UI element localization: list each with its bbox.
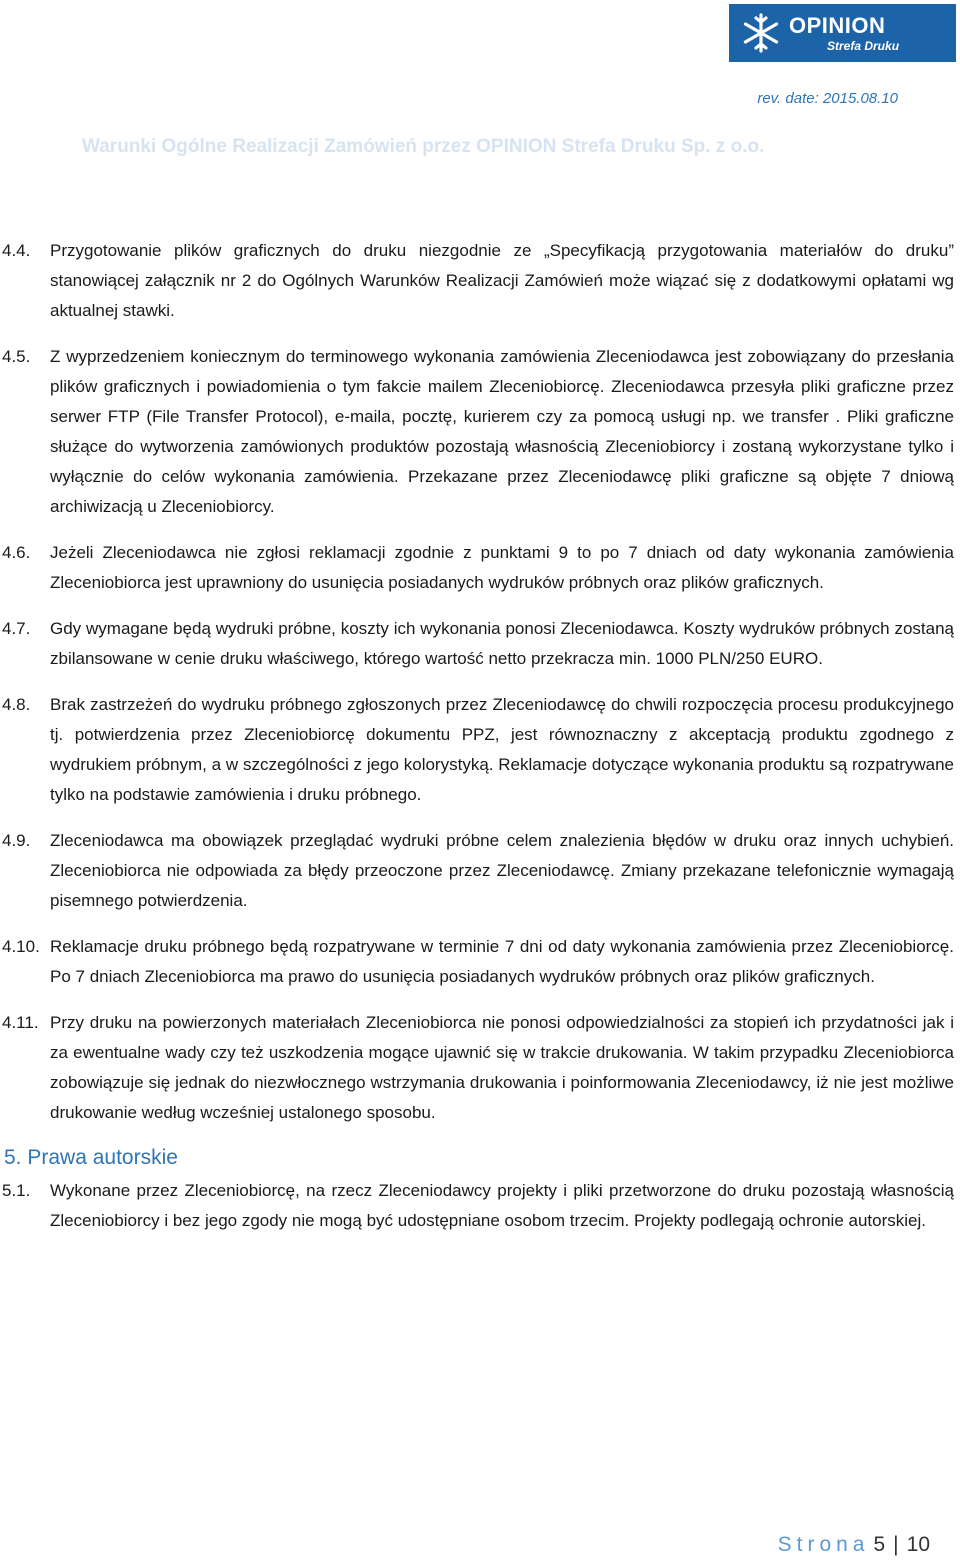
clause-text: Jeżeli Zleceniodawca nie zgłosi reklamacji zgodnie z punktami 9 to po 7 dniach od daty wykonania zamówienia Zleceniobiorca jest uprawniony do usunięcia posiadanych wydruków próbnych oraz plików graficznych. xyxy=(50,543,954,592)
document-title: Warunki Ogólne Realizacji Zamówień przez OPINION Strefa Druku Sp. z o.o. xyxy=(82,136,765,157)
clause-number: 4.8. xyxy=(2,695,31,714)
clause-text: Przy druku na powierzonych materiałach Zleceniobiorca nie ponosi odpowiedzialności za stopień ich przydatności jak i za ewentualne wady czy też uszkodzenia mogące ujawnić się w trakcie drukowania. W takim przypadku Zleceniobiorca zobowiązuje się jednak do niezwłocznego wstrzymania drukowania i poinformowania Zleceniodawcy, iż nie jest możliwe drukowanie według wcześniej ustalonego sposobu. xyxy=(50,1013,954,1122)
page-separator: | xyxy=(893,1533,899,1556)
logo-subtitle: Strefa Druku xyxy=(827,38,900,53)
document-body xyxy=(0,236,960,1252)
snowflake-logo-icon xyxy=(739,11,783,55)
clause-number: 4.5. xyxy=(2,347,31,366)
clause-number: 4.10. xyxy=(2,937,40,956)
clause-number: 5.1. xyxy=(2,1181,31,1200)
clause-text: Wykonane przez Zleceniobiorcę, na rzecz Zleceniodawcy projekty i pliki przetworzone do druku pozostają własnością Zleceniobiorcy i bez jego zgody nie mogą być udostępniane osobom trzecim. Projekty podlegają ochronie autorskiej. xyxy=(50,1181,954,1230)
clause-5-1 xyxy=(0,1176,960,1236)
clause-text: Przygotowanie plików graficznych do druku niezgodnie ze „Specyfikacją przygotowania materiałów do druku” stanowiącej załącznik nr 2 do Ogólnych Warunków Realizacji Zamówień może wiązać się z dodatkowymi opłatami wg aktualnej stawki. xyxy=(50,241,954,320)
clause-text: Gdy wymagane będą wydruki próbne, koszty ich wykonania ponosi Zleceniodawca. Koszty wydruków próbnych zostaną zbilansowane w cenie druku właściwego, którego wartość netto przekracza min. 1000 PLN/250 EURO. xyxy=(50,619,954,668)
page-footer xyxy=(778,1533,930,1557)
clause-number: 4.4. xyxy=(2,241,31,260)
clause-4-6 xyxy=(0,538,960,598)
clause-4-5 xyxy=(0,342,960,522)
section-heading: 5. Prawa autorskie xyxy=(4,1146,178,1169)
clause-text: Brak zastrzeżeń do wydruku próbnego zgłoszonych przez Zleceniodawcę do chwili rozpoczęcia procesu produkcyjnego tj. potwierdzenia przez Zleceniobiorcę dokumentu PPZ, jest równoznaczny z akceptacją produktu zgodnego z wydrukiem próbnym, a w szczególności z jego kolorystyką. Reklamacje dotyczące wykonania produktu są rozpatrywane tylko na podstawie zamówienia i druku próbnego. xyxy=(50,695,954,804)
page-number: 5 xyxy=(873,1533,886,1556)
clause-4-7 xyxy=(0,614,960,674)
page-total: 10 xyxy=(906,1533,930,1556)
clause-text: Reklamacje druku próbnego będą rozpatrywane w terminie 7 dni od daty wykonania zamówienia przez Zleceniobiorcę. Po 7 dniach Zleceniobiorca ma prawo do usunięcia posiadanych wydruków próbnych oraz plików graficznych. xyxy=(50,937,954,986)
clause-4-9 xyxy=(0,826,960,916)
clause-4-8 xyxy=(0,690,960,810)
clause-number: 4.7. xyxy=(2,619,31,638)
revision-date: rev. date: 2015.08.10 xyxy=(757,90,898,107)
clause-4-11 xyxy=(0,1008,960,1128)
clause-text: Zleceniodawca ma obowiązek przeglądać wydruki próbne celem znalezienia błędów w druku oraz innych uchybień. Zleceniobiorca nie odpowiada za błędy przeoczone przez Zleceniodawcę. Zmiany przekazane telefonicznie wymagają pisemnego potwierdzenia. xyxy=(50,831,954,910)
clause-text: Z wyprzedzeniem koniecznym do terminowego wykonania zamówienia Zleceniodawca jest zobowiązany do przesłania plików graficznych i powiadomienia o tym fakcie mailem Zleceniobiorcę. Zleceniodawca przesyła pliki graficzne przez serwer FTP (File Transfer Protocol), e-maila, pocztę, kurierem czy za pomocą usługi np. we transfer . Pliki graficzne służące do wytworzenia zamówionych produktów pozostają własnością Zleceniobiorcy i zostaną wykorzystane tylko i wyłącznie do celów wykonania zamówienia. Przekazane przez Zleceniodawcę pliki graficzne są objęte 7 dniową archiwizacją u Zleceniobiorcy. xyxy=(50,347,954,516)
clause-number: 4.9. xyxy=(2,831,31,850)
page-label: Strona xyxy=(777,1533,870,1556)
clause-4-4 xyxy=(0,236,960,326)
logo-name: OPINION xyxy=(789,12,886,38)
company-logo xyxy=(729,4,956,62)
clause-4-10 xyxy=(0,932,960,992)
clause-number: 4.11. xyxy=(2,1013,39,1032)
clause-number: 4.6. xyxy=(2,543,31,562)
